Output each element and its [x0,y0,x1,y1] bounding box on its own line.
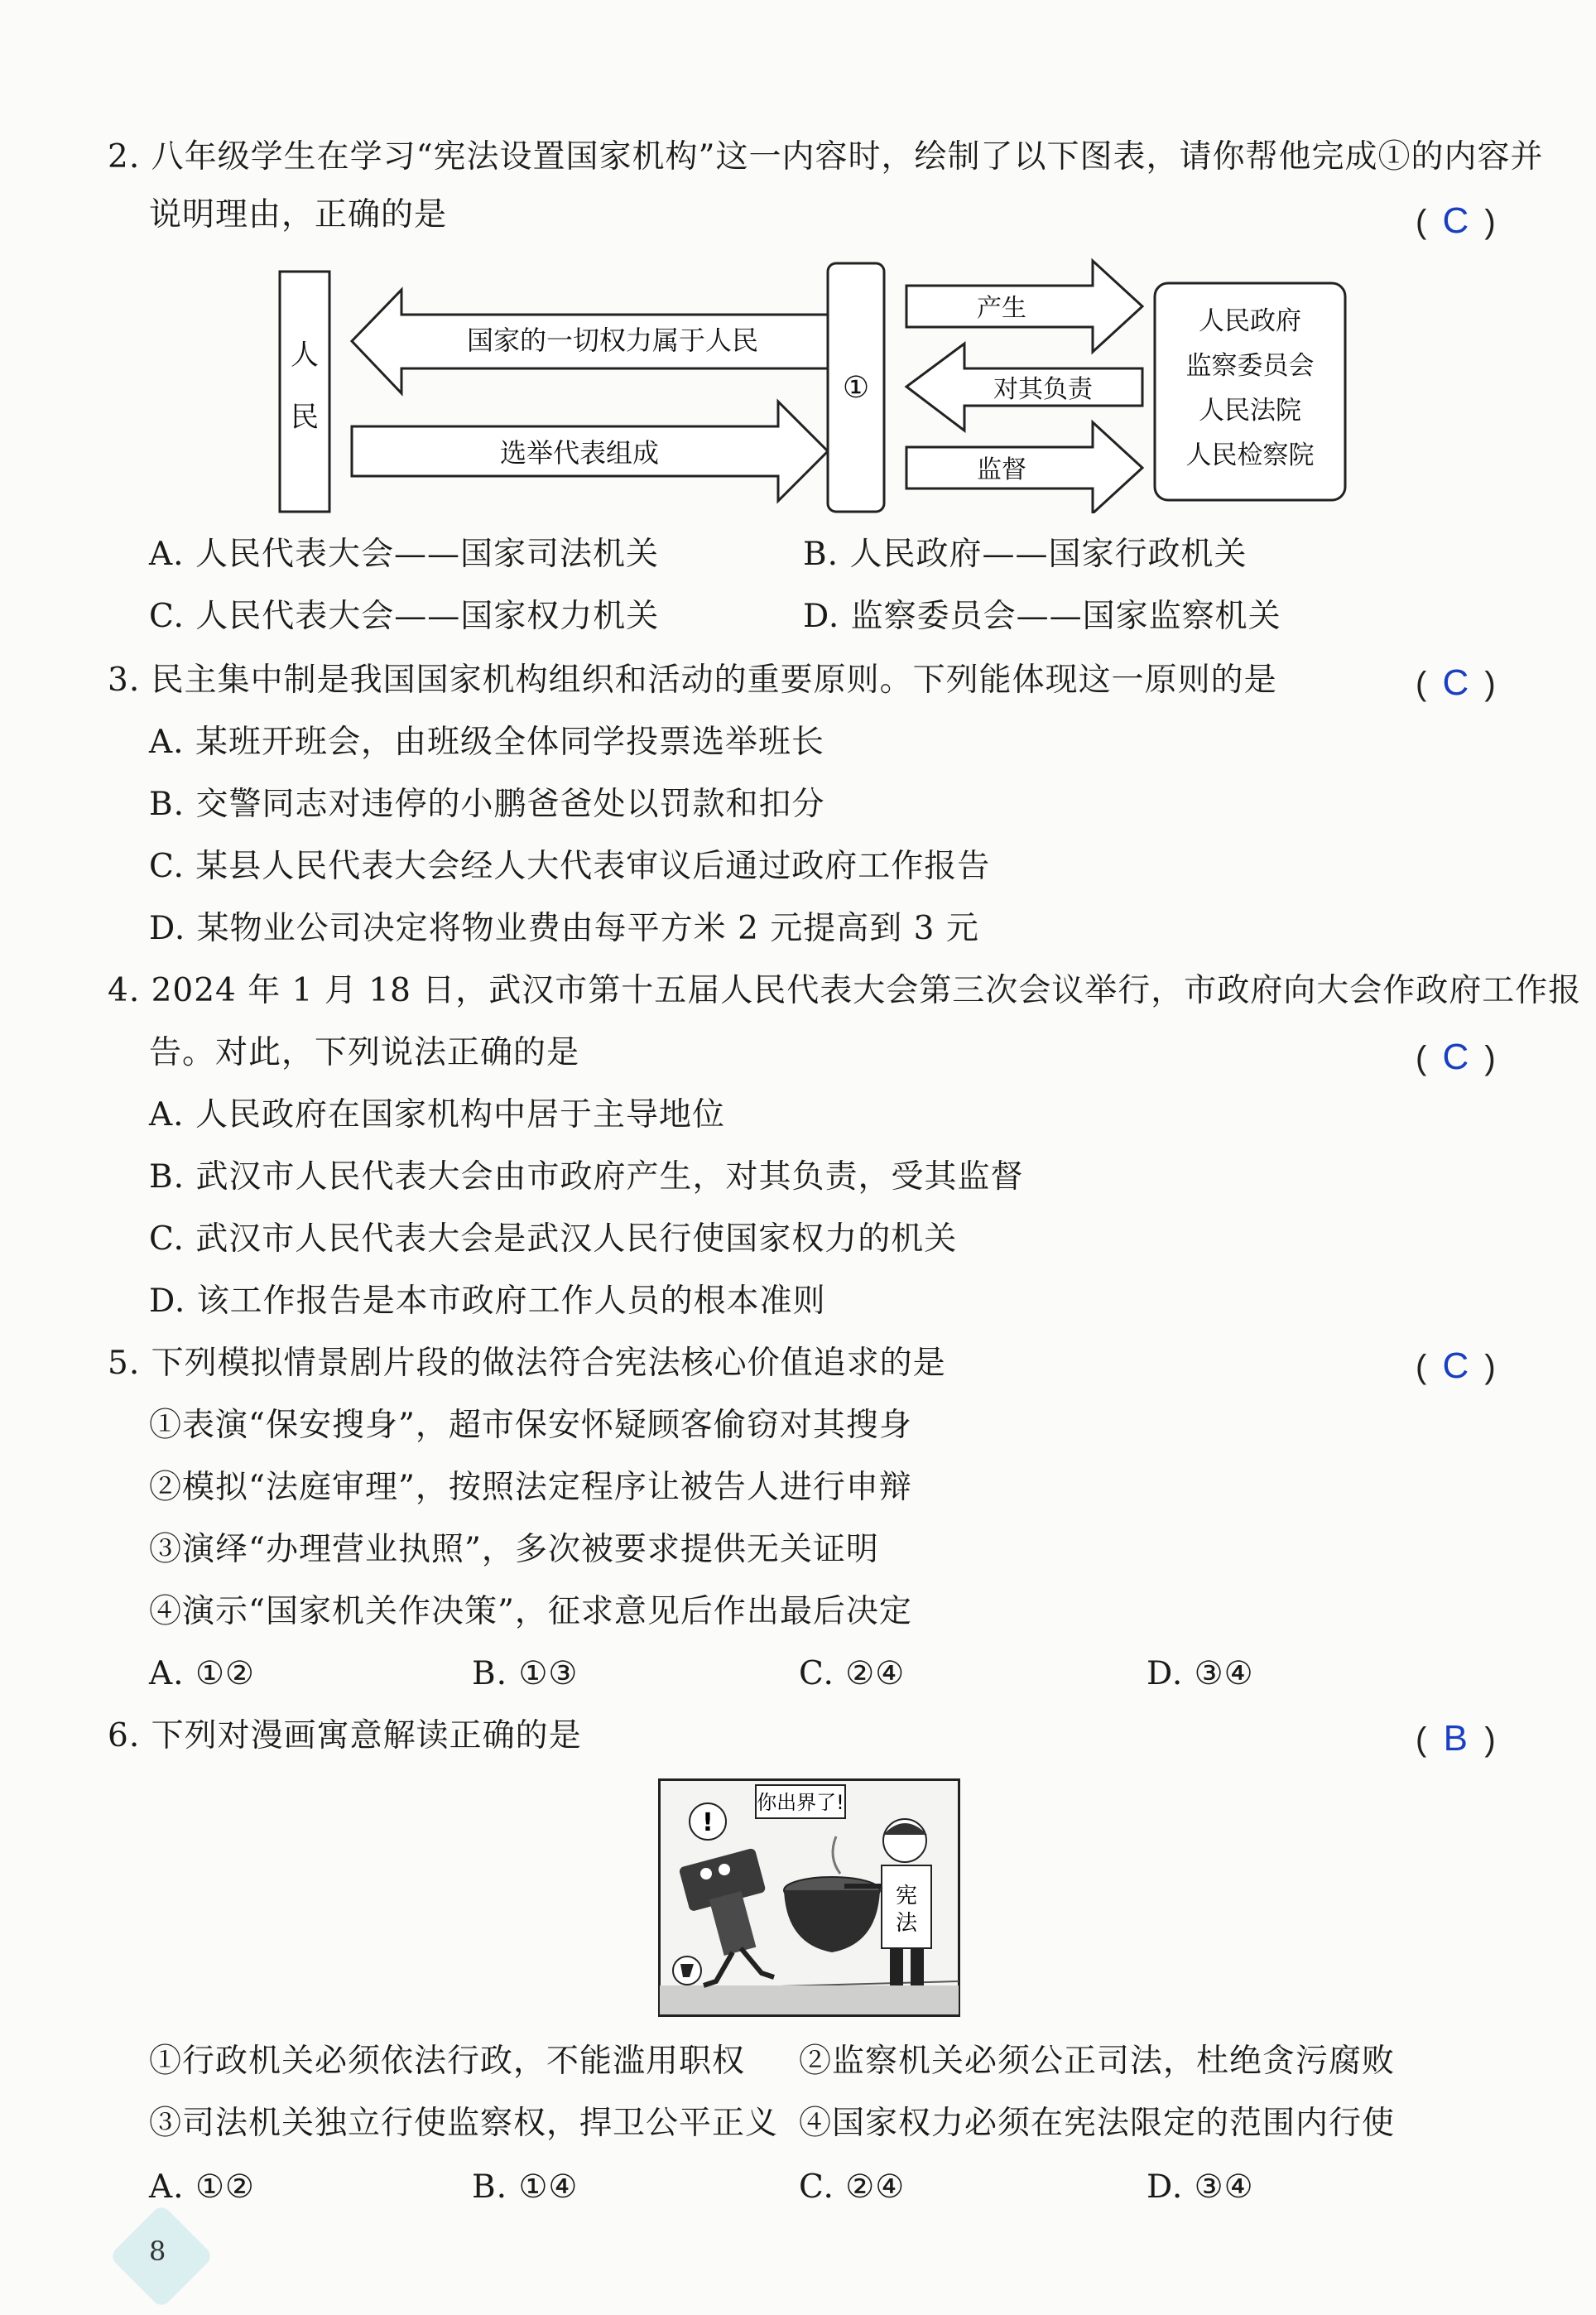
q5-item-1: ①表演“保安搜身”，超市保安怀疑顾客偷窃对其搜身 [149,1407,912,1444]
exclaim-text: ! [702,1808,714,1837]
answer-letter: C [1442,662,1469,703]
answer-letter: C [1442,200,1469,241]
people-char2: 民 [291,401,319,434]
q6-item-2: ②监察机关必须公正司法，杜绝贪污腐败 [799,2043,1396,2080]
q6-cartoon [658,1778,960,2017]
q5-option-a: A. ①② [149,1655,255,1692]
q2-answer [1416,200,1496,243]
arrow-responsible-label: 对其负责 [993,375,1093,404]
paren-open: ( [1416,666,1427,702]
q6-option-b: B. ①④ [472,2168,579,2206]
q6-item-4: ④国家权力必须在宪法限定的范围内行使 [799,2105,1396,2142]
people-char1: 人 [291,339,319,372]
paren-close: ) [1484,1349,1496,1385]
q4-stem-line1: 4. 2024 年 1 月 18 日，武汉市第十五届人民代表大会第三次会议举行，市政府向大会作政府工作报 [108,972,1582,1009]
q2-option-b: B. 人民政府——国家行政机关 [803,536,1247,573]
paren-close: ) [1484,1040,1496,1076]
page-number: 8 [149,2236,166,2267]
q4-option-a: A. 人民政府在国家机构中居于主导地位 [149,1096,725,1133]
cartoon-field [660,1985,959,2014]
q2-diagram [265,257,1358,513]
answer-letter: B [1443,1718,1468,1759]
q2-option-c: C. 人民代表大会——国家权力机关 [149,598,660,635]
arrow-supervise-label: 监督 [977,455,1026,484]
organ-1: 人民政府 [1199,306,1301,336]
q5-option-b: B. ①③ [472,1655,579,1692]
q3-option-b: B. 交警同志对违停的小鹏爸爸处以罚款和扣分 [149,786,825,823]
paren-close: ) [1484,204,1496,240]
shirt-char2: 法 [895,1911,918,1936]
paren-open: ( [1416,1349,1427,1385]
paren-open: ( [1416,1721,1427,1758]
paren-open: ( [1416,204,1427,240]
q5-answer [1416,1345,1496,1388]
organ-4: 人民检察院 [1185,440,1315,470]
q4-option-c: C. 武汉市人民代表大会是武汉人民行使国家权力的机关 [149,1220,958,1258]
q2-option-a: A. 人民代表大会——国家司法机关 [149,536,659,573]
arrow-produce-label: 产生 [977,294,1026,323]
q4-answer [1416,1037,1496,1079]
organ-3: 人民法院 [1199,396,1301,426]
paren-close: ) [1484,1721,1496,1758]
q3-option-d: D. 某物业公司决定将物业费由每平方米 2 元提高到 3 元 [149,910,979,947]
q6-option-c: C. ②④ [799,2168,906,2206]
q6-item-1: ①行政机关必须依法行政，不能滥用职权 [149,2043,746,2080]
paren-close: ) [1484,666,1496,702]
q4-option-d: D. 该工作报告是本市政府工作人员的根本准则 [149,1283,826,1320]
q5-option-d: D. ③④ [1147,1655,1254,1692]
q2-option-d: D. 监察委员会——国家监察机关 [803,598,1281,635]
q6-option-a: A. ①② [149,2168,255,2206]
paren-open: ( [1416,1040,1427,1076]
q5-item-2: ②模拟“法庭审理”，按照法定程序让被告人进行申辩 [149,1469,912,1506]
answer-letter: C [1442,1345,1469,1386]
q5-item-4: ④演示“国家机关作决策”，征求意见后作出最后决定 [149,1593,912,1630]
arrow-right-label: 选举代表组成 [499,437,660,469]
q2-stem-line1: 2. 八年级学生在学习“宪法设置国家机构”这一内容时，绘制了以下图表，请你帮他完成①的内容并 [108,138,1544,176]
q4-stem-line2: 告。对此，下列说法正确的是 [149,1034,580,1071]
organ-2: 监察委员会 [1185,351,1315,381]
q4-option-b: B. 武汉市人民代表大会由市政府产生，对其负责，受其监督 [149,1158,1024,1196]
q6-answer [1416,1718,1496,1760]
q3-answer [1416,662,1496,705]
shirt-char1: 宪 [895,1884,918,1908]
q5-stem: 5. 下列模拟情景剧片段的做法符合宪法核心价值追求的是 [108,1345,946,1382]
q5-option-c: C. ②④ [799,1655,906,1692]
q3-option-c: C. 某县人民代表大会经人大代表审议后通过政府工作报告 [149,848,991,885]
arrow-left-label: 国家的一切权力属于人民 [466,325,759,356]
q2-stem-line2: 说明理由，正确的是 [149,196,448,233]
q6-option-d: D. ③④ [1147,2168,1254,2206]
q5-item-3: ③演绎“办理营业执照”，多次被要求提供无关证明 [149,1531,879,1568]
q3-stem: 3. 民主集中制是我国国家机构组织和活动的重要原则。下列能体现这一原则的是 [108,662,1277,699]
answer-letter: C [1442,1037,1469,1077]
people-box [280,272,329,512]
center-label: ① [842,371,870,405]
q6-item-3: ③司法机关独立行使监察权，捍卫公平正义 [149,2105,779,2142]
speech-text: 你出界了! [757,1791,844,1814]
q6-stem: 6. 下列对漫画寓意解读正确的是 [108,1717,582,1754]
q3-option-a: A. 某班开班会，由班级全体同学投票选举班长 [149,724,824,761]
